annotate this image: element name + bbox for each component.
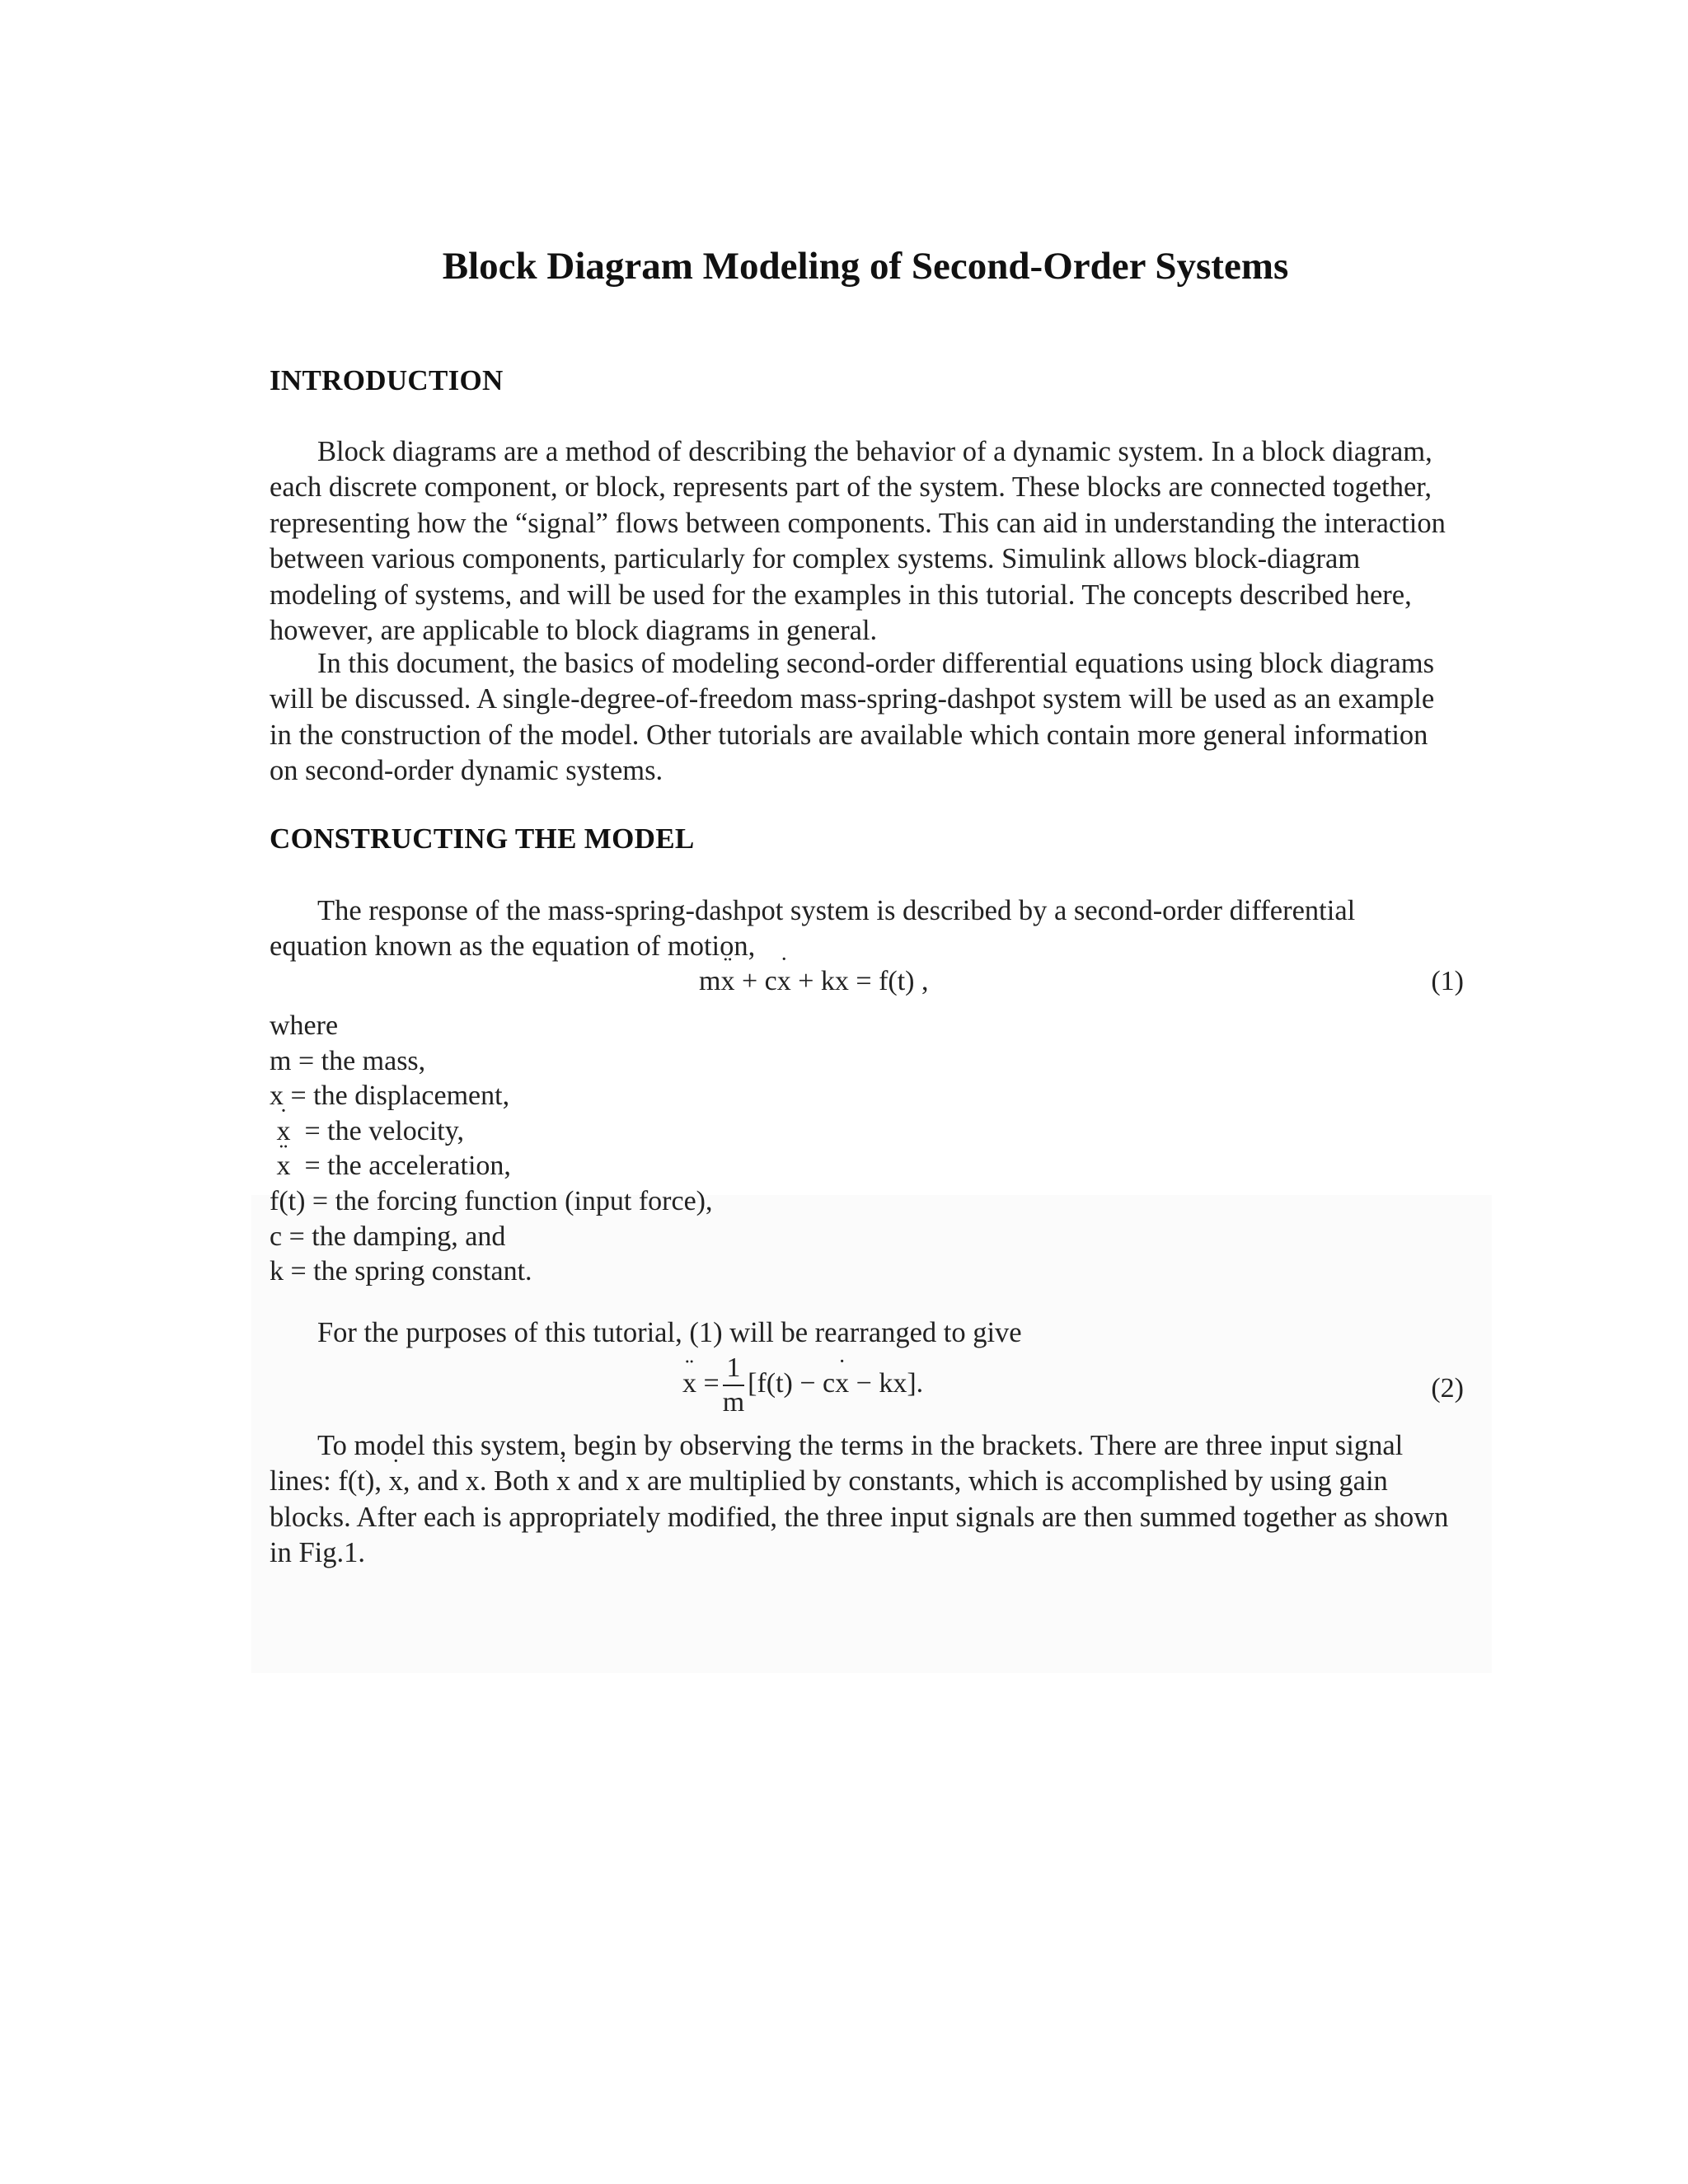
section-heading-constructing-the-model: CONSTRUCTING THE MODEL [270,823,695,855]
definition-spring-constant [270,1254,712,1290]
definitions-list [270,1009,712,1290]
eq2-x-acceleration: x ¨ [682,1368,696,1399]
para3-text-c: , and x. Both [402,1465,556,1497]
eq1-damping-term: + c [734,966,777,996]
intro-paragraph-1 [270,434,1453,649]
definition-text: = the forcing function (input force), [305,1185,713,1216]
eq2-bracket-start: [f(t) − c [748,1367,836,1399]
model-paragraph-2-text: For the purposes of this tutorial, (1) will be rearranged to give [317,1317,1022,1348]
definition-symbol: f(t) [270,1185,306,1216]
definition-mass [270,1044,712,1080]
definition-text: = the acceleration, [290,1151,511,1182]
eq2-x-velocity: x ˙ [835,1368,849,1399]
para3-text-e: and x are multiplied by constants, which is accomplished by using gain blocks. After each is appropriately modified, the three input signals are then summed together as shown in Fig.1. [270,1465,1449,1569]
definition-forcing-function [270,1184,712,1220]
definition-symbol-dotted: x ˙ [277,1114,291,1150]
model-paragraph-2 [270,1315,1453,1351]
definition-text: = the displacement, [284,1080,510,1112]
definition-displacement [270,1079,712,1114]
definitions-intro: where [270,1010,339,1041]
definition-symbol: x [270,1080,284,1112]
definition-symbol: k [270,1256,284,1287]
equation-2 [682,1352,923,1419]
model-paragraph-1 [270,893,1453,965]
equation-2-number: (2) [1431,1373,1464,1404]
eq1-x-velocity: x ˙ [777,966,791,997]
definition-symbol: c [270,1221,283,1252]
eq2-denominator: m [722,1387,745,1418]
intro-paragraph-1-text: Block diagrams are a method of describing the behavior of a dynamic system. In a block diagram, each discrete component, or block, represents part of the system. These blocks are connected together, representing how the “signal” flows between components. This can aid in understanding the interaction between various components, particularly for complex systems. Simulink allows block-diagram modeling of systems, and will be used for the examples in this tutorial. The concepts described here, however, are applicable to block diagrams in general. [270,436,1446,647]
definition-text: = the damping, and [282,1221,506,1252]
eq2-numerator: 1 [723,1352,744,1386]
definition-symbol-double-dotted: x ¨ [277,1149,291,1184]
equation-1 [699,966,928,997]
definition-text: = the spring constant. [284,1256,532,1287]
definition-damping [270,1220,712,1255]
eq1-remainder: + kx = f(t) , [790,966,929,996]
section-heading-introduction: INTRODUCTION [270,364,504,396]
intro-paragraph-2 [270,646,1453,790]
definition-text: = the velocity, [290,1115,465,1146]
intro-paragraph-2-text: In this document, the basics of modeling second-order differential equations using block diagrams will be discussed. A single-degree-of-freedom mass-spring-dashpot system will be used as an example in the construction of the model. Other tutorials are available which contain more general information on second-order dynamic systems. [270,648,1435,787]
para3-x-velocity: x ˙ [389,1464,403,1499]
eq2-fraction [723,1352,744,1419]
para3-x-velocity-2: x ˙ [556,1464,570,1499]
definition-velocity [270,1114,712,1150]
eq1-x-acceleration: x ¨ [720,966,734,997]
definition-acceleration [270,1149,712,1184]
equation-1-number: (1) [1431,966,1464,996]
model-paragraph-1-text: The response of the mass-spring-dashpot system is described by a second-order differential equation known as the equation of motion, [270,895,1356,963]
definition-text: = the mass, [291,1045,426,1076]
eq2-equals: = [696,1367,720,1399]
model-paragraph-3 [270,1428,1453,1572]
eq2-bracket-end: − kx]. [849,1367,924,1399]
eq1-m: m [699,966,721,996]
document-title: Block Diagram Modeling of Second-Order Systems [442,245,1289,288]
definition-symbol: m [270,1045,292,1076]
para3-text-a: To model this system, begin by observing the terms in the brackets. There are three input signal lines: f(t), [270,1430,1404,1497]
